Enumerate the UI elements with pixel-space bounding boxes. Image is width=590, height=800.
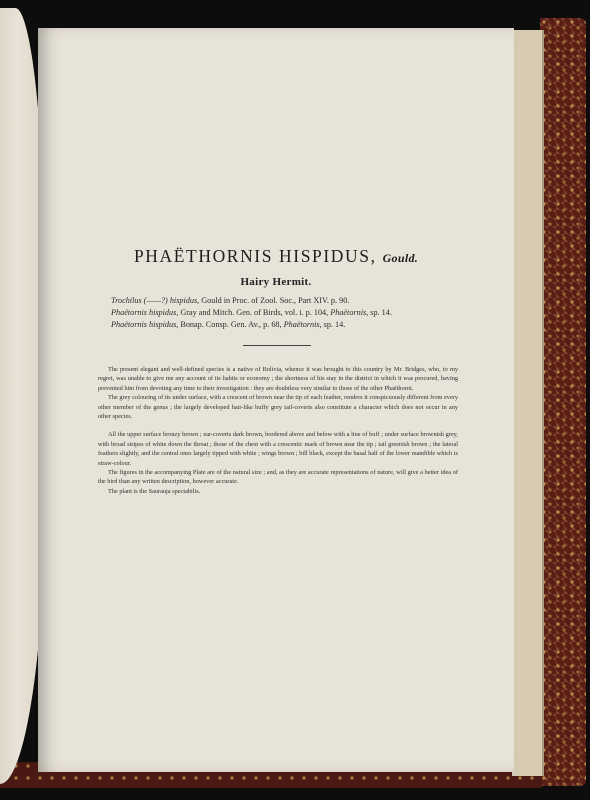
page-block-edge xyxy=(512,30,544,776)
synonym-ref-end: sp. 14. xyxy=(321,320,346,329)
page-title xyxy=(38,246,514,267)
paragraph: The figures in the accompanying Plate are of the natural size ; and, as they are accurate representations of nature, will give a better idea of the bird than any written description, however accurate. xyxy=(98,469,458,486)
synonym-line xyxy=(111,295,471,307)
paragraph: The plant is the Sauraujа spectabilis. xyxy=(108,487,201,495)
description-text xyxy=(98,365,458,496)
synonym-ref-end: sp. 14. xyxy=(368,308,392,317)
paragraph: The grey colouring of its under surface, with a crescent of brown near the tip of each feather, renders it conspicuously different from every other member of the genus ; the largely developed hair-like buffy grey tail-coverts also constitute a character which does not occur in any other species. xyxy=(98,394,458,421)
synonym-ref: Bonap. Consp. Gen. Av., p. 68, xyxy=(178,320,284,329)
common-name: Hairy Hermit. xyxy=(240,276,312,288)
species-author: Gould. xyxy=(382,251,419,265)
paragraph: All the upper surface bronzy brown ; ear-coverts dark brown, bordered above and below with a line of buff ; under surface brownish grey, with broad stripes of white down the throat ; those of the chest with a crescentic mark of brown near the tip ; tail greenish brown ; the lateral feathers slightly, and the central ones largely tipped with white ; wings brown ; bill black, except the basal half of the lower mandible which is straw-colour. xyxy=(98,431,458,467)
species-name: PHAËTHORNIS HISPIDUS, xyxy=(133,246,377,266)
synonym-genus: Phaëtornis, xyxy=(330,308,369,317)
synonym-ref: Gray and Mitch. Gen. of Birds, vol. i. p. 104, xyxy=(178,308,331,317)
synonym-name: Trochilus (——?) hispidus, xyxy=(111,296,200,305)
synonymy-list xyxy=(111,295,471,331)
paragraph: The present elegant and well-defined species is a native of Bolivia, whence it was brought to this country by Mr. Bridges, who, to my regret, was unable to give me any account of its habits or economy ; the shortness of his stay in the district in which it was procured, having prevented him from devoting any time to their investigation : they are doubtless very similar to those of the other Phaëthorni. xyxy=(98,366,458,392)
book-binding xyxy=(540,18,586,786)
synonym-genus: Phaëtornis, xyxy=(283,320,322,329)
book-page xyxy=(38,28,514,772)
section-divider xyxy=(243,345,311,346)
synonym-name: Phaëtornis hispidus, xyxy=(111,308,179,317)
synonym-line xyxy=(111,307,471,319)
synonym-ref: Gould in Proc. of Zool. Soc., Part XIV. p. 90. xyxy=(199,296,350,305)
synonym-line xyxy=(111,319,471,331)
synonym-name: Phaëtornis hispidus, xyxy=(111,320,179,329)
